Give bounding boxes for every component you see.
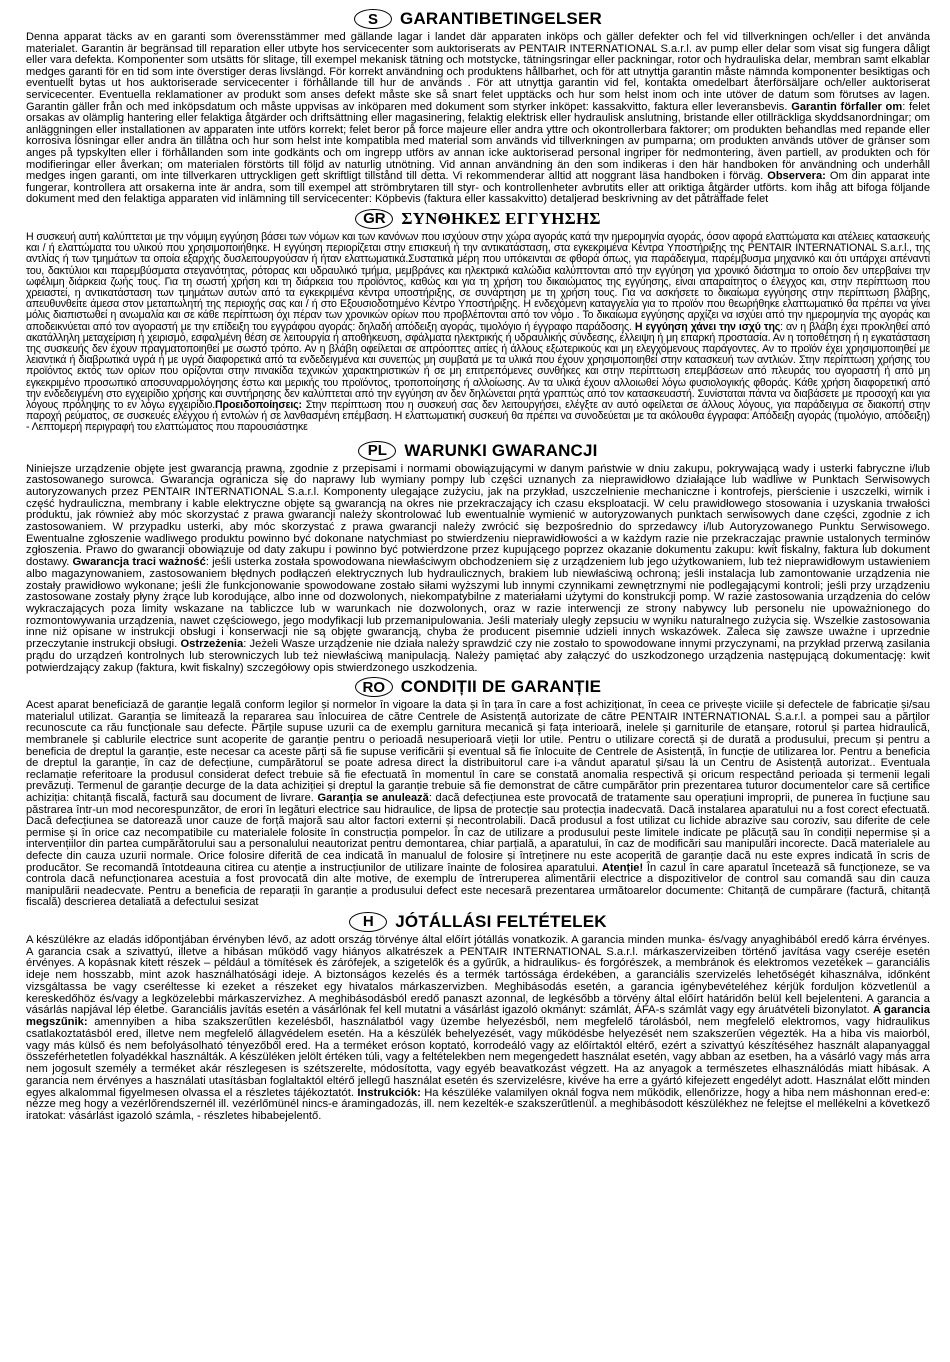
section-polish <box>26 440 930 675</box>
body-bold: Atenție! <box>601 861 644 874</box>
body-bold: Instrukciók: <box>357 1086 421 1099</box>
body-text: : jeśli usterka została spowodowana niewłaściwym obchodzeniem się z urządzeniem lub jego użytkowaniem, lub też nieprawidłowym ustawieniem albo magazynowaniem, zastosowaniem błędnych podłączeń elektrycznych lub hydraulicznych, brakiem lub niewłaściwą ochroną; jeśli instalacja lub zamontowanie urządzenia nie zostały prawidłowo wykonane; jeśli źle funkcjonowanie spowodowane zostało siłami wyższymi lub innymi czynnikami zewnętrznymi nie podlegającymi kontroli; jeśli przy urządzeniu zastosowane zostały płyny żrące lub korodujące, albo inne od dozwolonych, niekompatybilne z materiałami użytymi do konstrukcji pomp. W razie zastosowania urządzenia do celów wykraczających poza limity wskazane na tabliczce lub w warunkach nie dozwolonych, oraz w razie interwencji ze strony nabywcy lub personelu nie upoważnionego do rozmontowywania urządzenia, nawet częściowego, jego modyfikacji lub przemanipulowania. Jeśli materiały uległy zepsuciu w wyniku naturalnego zużycia się. Wszelkie zastosowania inne niż opisane w instrukcji obsługi i konserwacji nie są objęte gwarancją, chyba że producent pisemnie udzieli innych wskazówek. Zaleca się zawsze uważne i uprzednie przeczytanie instrukcji obsługi. <box>26 556 931 651</box>
body-text: Ha készüléke valamilyen oknál fogva nem működik, ellenőrizze, hogy a hiba nem máshonnan ered-e: nézze meg hogy a vezérlőrendszernél ill. vezérlőmünél nincs-e áramingadozás, ill. nem kezelték-e szakszerűtlenül. a meghibásodott készülékhez ne felejtse el mellékelni a következő iratokat: vásárlást igazoló számla, - részletes hibabejelentő. <box>26 1086 931 1123</box>
section-body <box>26 935 930 1123</box>
section-title: GARANTIBETINGELSER <box>400 9 602 28</box>
section-hungarian <box>26 911 930 1123</box>
section-title: JÓTÁLLÁSI FELTÉTELEK <box>395 911 607 931</box>
section-header <box>26 8 930 30</box>
section-header <box>26 208 930 230</box>
body-bold: Ostrzeżenia <box>180 638 244 651</box>
body-text: Η συσκευή αυτή καλύπτεται με την νόμιμη εγγύηση βάσει των νόμων και των κανόνων που ισχύουν στην χώρα αγοράς κατά την ημερομηνία αγοράς, όσον αφορά ελαττώματα και ατέλειες κατασκευής και / ή ελαττώματα του υλικού που χρησιμοποιήθηκε. Η εγγύηση περιορίζεται στην επισκευή ή την αντικατάσταση, στα εγκεκριμένα Κέντρα Υποστήριξης της PENTAIR INTERNATIONAL S.a.r.l., της αντλίας ή των τμημάτων τα οποία εξαρχής δυσλειτουργούσαν ή ήταν ελαττωματικά.Συστατικά μέρη που υπόκεινται σε φθορά όπως, για παράδειγμα, παρέμβυσμα μηχανικό και ότι υπάρχει απέναντί του, δακτύλιοι και παρεμβύσματα στεγανότητας, ρότορας και υδραυλικό τμήμα, μεμβράνες και ηλεκτρικά καλώδια καλύπτονται από την εγγύηση για χρονικό διάστημα το οποίο δεν υπερβαίνει την ωφέλιμη διάρκεια ζωής τους. Για τη σωστή χρήση και τη διάρκεια του προϊόντος, καθώς και για τη χρήση του δικαιώματος της εγγύησης, είναι απαραίτητος ο έλεγχος και, στην περίπτωση που χρειαστεί, η αντικατάσταση των τμημάτων αυτών από τα εγκεκριμένα κέντρα υποστήριξης, σε συνάρτηση με τη χρήση τους. Για να ασκήσετε το δικαίωμα εγγύησης στην περίπτωση βλάβης, απευθυνθείτε άμεσα στον μεταπωλητή της περιοχής σας και / ή στο Εξουσιοδοτημένο Κέντρο Υποστήριξης. Η ενδεχόμενη καταγγελία για το προϊόν που θεωρήθηκε ελαττωματικό θα πρέπει να γίνει μόλις διαπιστωθεί η ανωμαλία και σε κάθε περίπτωση όχι πέραν των χρονικών ορίων που προβλέπονται από τον νόμο . Το δικαίωμα εγγύησης αρχίζει να ισχύει από την ημερομηνία της αγοράς και αποδεικνύεται από τον αγοραστή με την επίδειξη του εγγράφου αγοράς: δηλαδή απόδειξη αγοράς, τιμολόγιο ή έγγραφο παράδοσης. <box>26 230 930 333</box>
section-body <box>26 464 930 675</box>
body-bold: Η εγγύηση χάνει την ισχύ της <box>634 320 781 333</box>
body-text: În cazul în care aparatul încetează să funcționeze, se va controla dacă nefuncționarea acestuia a fost provocată din alte motive, de exemplu de întreruperea alimentării electrice a dispozitivelor de control sau comandă sau din cauza manipulării neadecvate. Pentru a beneficia de reparații în garanție a produsului defect este necesară prezentarea următoarelor documente: Chitanță de cumpărare (factură, chitanță fiscală) descrierea detaliată a defectului sesizat <box>26 861 930 909</box>
body-text: Στην περίπτωση που η συσκευή σας δεν λειτουργήσει, ελέγξτε αν αυτό οφείλεται σε άλλους λόγους, για παράδειγμα σε διακοπή στην παροχή ρεύματος, σε συσκευές ελέγχου ή εντολών ή σε λανθασμένη επέμβαση. Η ελαττωματική συσκευή θα πρέπει να συνοδεύεται με τα ακόλουθα έγγραφα: Απόδειξη αγοράς (τιμολόγιο, απόδειξη) - Λεπτομερή περιγραφή του ελαττώματος που παρουσιάστηκε <box>26 398 930 434</box>
body-bold: Garanția se anulează <box>317 791 429 804</box>
body-bold: Observera: <box>767 170 826 183</box>
body-bold: Garantin förfaller om <box>791 100 903 113</box>
section-header <box>26 440 930 462</box>
body-bold: A garancia megszűnik: <box>26 1004 930 1029</box>
section-body <box>26 700 930 909</box>
body-text: Acest aparat beneficiază de garanție legală conform legilor și normelor în vigoare la data și în țara în care a fost achiziționat, în ceea ce privește viciile și defectele de fabricație și/sau materialul utilizat. Garanția se limitează la repararea sau înlocuirea de către Centrele de Asistență autorizate de către PENTAIR INTERNATIONAL S.a.r.l. a pompei sau a părților recunoscute ca rău funcționale sau defecte. Părțile supuse uzurii ca de exemplu garnitura mecanică și fața interioară, inelele și garniturile de etanșare, rotorul și partea hidraulică, membranele și cablurile electrice sunt acoperite de garanție pentru o perioadă nesuperioară vieții lor utile. Pentru o utilizare corectă și de durată a produsului, precum și pentru a beneficia de dreptul la garanție, este necesar ca aceste părți să fie supuse verificării și eventual să fie înlocuite de Centrele de Asistență, în funcție de utilizarea lor. Pentru a beneficia de dreptul la garanție, în caz de defecțiune, cumpărătorul se poate adresa direct la distribuitorul care i-a vândut aparatul și/sau la un Centru de Asistență autorizat.. Eventuala reclamație referitoare la produsul considerat defect trebuie să fie efectuată în momentul în care se constată anomalia respectivă și oricum respectând perioada și termenii legali prevăzuți. Termenul de garanție decurge de la data achiziției și dreptul la garanție trebuie să fie demonstrat de către cumpărător prin prezentarea tuturor documentelor care să certifice achiziția: chitanță fiscală, factură sau document de livrare. <box>26 699 930 804</box>
body-text: : dacă defecțiunea este provocată de tratamente sau operațiuni improprii, de punerea în fucțiune sau păstrarea într-un mod necorespunzător, de erori în legături electrice sau hidraulice, de lipsa de protecție sau protecția inadecvată. Dacă instalarea aparatului nu a fost corect efectuată. Dacă defecțiunea se datorează unor cauze de forță majoră sau altor factori externi și necontrolabili. Dacă produsul a fost utilizat cu lichide abrazive sau coroziv, sau diferite de cele permise și în orice caz necompatibile cu materialele folosite în construcția pompelor. În caz de utilizare a produsului peste limitele indicate pe plăcuță sau în condiții nepermise și a intervențiilor din partea cumpărătorului sau a personalului neautorizat pentru demontarea, chiar parțială, a aparatului, în caz de modificări sau manipulări incorecte. Dacă materialele au defecte din cauza uzurii normale. Orice folosire diferită de cea indicată în manualul de folosire și întreținere nu este acoperită de garanție dacă nu este expres indicată în scris de producător. Se recomandă întotdeauna citirea cu atenție a instrucțiunilor de utilizare înainte de folosirea aparatului. <box>26 791 930 874</box>
section-title: ΣΥΝΘΗΚΕΣ ΕΓΓΥΗΣΗΣ <box>401 208 601 228</box>
section-title: WARUNKI GWARANCJI <box>404 440 598 460</box>
body-text: : felet orsakas av olämplig hantering eller felaktiga åtgärder och driftsättning eller magasinering, felaktig elektrisk eller hydraulisk anslutning, bristande eller otillräckliga skyddsanordningar; om anläggningen eller installationen av apparaten inte utförs korrekt; felet beror på force majeure eller andra yttre och okontrollerbara faktorer; om produkten behandlas med repande eller korrosiva lösningar eller andra än tillåtna och hur som helst inte kompatibla med material som används vid tillverkningen av pumparna; om produkten används utöver de gränser som anges på typskylten eller i förhållanden som inte godkänts och om ingrepp utförs av annan icke auktoriserad personal ingriper för nedmontering, även partiell, av produkten och för modifieringar eller åverkan; om materialen förstörts till följd av naturlig utnötning. Vid annan användning än den som indikeras i den här handboken för användning och underhåll medges ingen garanti, om inte tillverkaren uttryckligen gett skriftligt tillstånd till detta. Vi rekommenderar alltid att noggrant läsa handboken i förväg. <box>26 100 930 183</box>
section-title: CONDIȚII DE GARANȚIE <box>400 677 602 697</box>
language-badge: RO <box>355 677 393 697</box>
body-bold: Προειδοποίησεις: <box>215 398 302 411</box>
body-text: Denna apparat täcks av en garanti som överensstämmer med gällande lagar i landet där apparaten inköps och gäller defekter och fel vid tillverkningen och/eller i det använda materialet. Garantin är begränsad till reparation eller utbyte hos servicecenter som auktoriserats av PENTAIR INTERNATIONAL S.a.r.l. av pump eller delar som visat sig fungera dåligt eller vara defekta. Komponenter som utsätts för slitage, till exempel mekanisk tätning och motstycke, tätningsringar eller packningar, rotor och hydrauliska delar, membran samt elkablar medges garanti för en tid som inte överstiger deras livslängd. För korrekt användning och produktens hållbarhet, och för att utnyttja garantin måste nämnda komponenter besiktigas och eventuellt bytas ut hos auktoriserade servicecenter i förhållande till hur de används . För att utnyttja garantin vid fel, kontakta omedelbart återförsäljare och/eller auktoriserat servicecenter. Eventuella reklamationer av produkt som anses defekt måste ske så snart felet upptäcks och hur som helst inom och inte utöver de datum som förutses av lagen. Garantin gäller från och med inköpsdatum och måste uppvisas av inköparen med dokument som styrker inköpet: kassakvitto, faktura eller leveransbevis. <box>26 31 930 113</box>
body-text: amennyiben a hiba szakszerűtlen kezelésből, használatból vagy üzembe helyezésből, nem megfelelő tárolásból, nem megfelelő elektromos, vagy hidraulikus csatlakoztatásból ered, illetve nem megfelelő állagvédelem esetén. Ha a készülék behelyezését, vagy működésbe helyezését nem szakszerűen végezték. Ha a hiba vis maiorból, vagy más külső és nem befolyásolható tényezőből ered. Ha a terméket eróson koptató, korrodeáló vagy az előírtaktól eltérő, ezért a szivattyú készítéséhez használt alapanyaggal összeférhetetlen folyadékkal használták. A készüléken jelölt értéken túli, vagy a feltételekben nem megengedett használat esetén, vagy abban az esetben, ha a vásárló vagy más arra nem jogosult személy a terméket akár részlegesen is szétszerelte, módosította, vagy egyéb beavatkozást végzett. Ha az anyagok a természetes elhasználódás miatt hibásak. A garancia nem érvényes a használati utasításban foglaltaktól eltérő jellegű használat esetén és szervizelésre, kivéve ha erre a gyártó kifejezett engedélyt adott. Használat előtt minden egyes alkalommal figyelmesen olvassa el a részletes tájékoztatót. <box>26 1016 930 1099</box>
body-text: : αν η βλάβη έχει προκληθεί από ακατάλληλη μεταχείριση ή χειρισμό, εσφαλμένη θέση σε λειτουργία ή αποθήκευση, σφάλματα ηλεκτρικής ή υδραυλικής σύνδεσης, έλλειψη ή μη επαρκή προστασία. Αν η τοποθέτηση ή η εγκατάσταση της συσκευής δεν έχουν πραγματοποιηθεί με σωστό τρόπο. Αν η βλάβη οφείλεται σε απρόοπτες αιτίες ή άλλους εξωτερικούς και μη ελεγχόμενους παράγοντες. Αν το προϊόν έχει χρησιμοποιηθεί με λειαντικά ή διαβρωτικά υγρά ή με υγρά διαφορετικά από τα ενδεδειγμένα και συνεπώς μη συμβατά με τα υλικά που έχουν χρησιμοποιηθεί στην κατασκευή των αντλιών. Στην περίπτωση χρήσης του προϊόντος εκτός των ορίων που ορίζονται στην πινακίδα τεχνικών χαρακτηριστικών ή σε μη επιτρεπόμενες συνθήκες και στην περίπτωση επεμβάσεων από πλευράς του αγοραστή ή από μη εγκεκριμένο προσωπικό αποσυναρμολόγησης έστω και μερικής του προϊόντος, τροποποίησης ή αλλοίωσης. Αν τα υλικά έχουν αλλοιωθεί λόγω φυσιολογικής φθοράς. Κάθε χρήση διαφορετική από την ενδεδειγμένη στο εγχειρίδιο χρήσης και συντήρησης δεν καλύπτεται από την εγγύηση αν δεν δηλώνεται ρητά γραπτώς από τον κατασκευαστή. Συνίσταται πάντα να διαβάσετε με προσοχή και για λόγους πρόληψης το εν λόγω εγχειρίδιο. <box>26 320 930 411</box>
body-bold: Gwarancja traci ważność <box>72 556 206 569</box>
section-header <box>26 911 930 933</box>
language-badge: S <box>354 9 392 29</box>
section-header <box>26 676 930 698</box>
language-badge: PL <box>358 441 396 461</box>
section-body <box>26 32 930 206</box>
language-badge: H <box>349 912 387 932</box>
body-text: Om din apparat inte fungerar, kontrollera att orsakerna inte är andra, som till exempel att strömbrytaren till styr- och kontrollenheter avbrutits eller att oriktiga åtgärder utförts. kom ihåg att bifoga följande dokument med den felaktiga apparaten vid inlämning till servicecenter: Köpbevis (faktura eller kassakvitto) detaljerad beskrivning av det påträffade felet <box>26 170 931 206</box>
body-text: A készülékre az eladás időpontjában érvényben lévő, az adott ország törvénye által előírt jótállás vonatkozik. A garancia minden munka- és/vagy anyaghibából eredő kárra érvényes. A garancia csak a szivattyú, illetve a hibásan működő vagy hiányos alkatrészek a PENTAIR INTERNATIONAL S.a.r.l. márkaszervizeiben történő javítása vagy cseréje esetén érvényes. A kopásnak kitett részek – például a tömítések és zárófejek, a szigetelők és a gyűrűk, a hidraulikus- és forgórészek, a membránok és elektromos vezetékek – garanciális ideje nem hosszabb, mint azok használhatósági ideje. A biztonságos kezelés és a termék tartóssága érdekében, a garanciális szervizelés lehetőségét kihasználva, időnként vizsgáltassa be vagy cseréltesse ki ezeket a részeket egy hivatalos márkaszervizben. Meghibásodás esetén, a garancia igénybevételéhez kérjük forduljon közvetlenül a kereskedőhöz és/vagy a legközelebbi márkaszervizhez. A meghibásodásból eredő panaszt azonnal, de legkésőbb a törvény által előírt határidőn belül kell bejelenteni. A garancia a vásárlás napjával lép életbe. Garanciális javítás esetén a vásárlónak fel kell mutatni a vásárlást igazoló okmányt: számlát, ÁFA-s számlát vagy egy áruátvételi bizonylatot. <box>26 933 930 1017</box>
section-greek <box>26 208 930 434</box>
language-badge: GR <box>355 209 393 229</box>
body-text: : Jeżeli Wasze urządzenie nie działa należy sprawdzić czy nie zostało to spowodowane innymi przyczynami, na przykład przerwą zasilania prądu do urządzeń kontrolnych lub sterowniczych lub też niewłaściwą manipulacją. Należy pamiętać aby załączyć do uszkodzonego urządzenia następującą dokumentację: kwit potwierdzający zakup (faktura, kwit fiskalny) szczegółowy opis stwierdzonego uszkodzenia. <box>26 638 930 674</box>
section-swedish <box>26 8 930 206</box>
section-body <box>26 232 930 434</box>
section-romanian <box>26 676 930 909</box>
body-text: Niniejsze urządzenie objęte jest gwarancją prawną, zgodnie z przepisami i normami obowiązującymi w danym państwie w dniu zakupu, pokrywającą wady i usterki fabryczne i/lub zastosowanego surowca. Gwarancja ogranicza się do naprawy lub wymiany pompy lub części uznanych za nieprawidłowo działające lub wadliwe w Punktach Serwisowych autoryzowanych przez PENTAIR INTERNATIONAL S.a.r.l. Komponenty ulegające zużyciu, jak na przykład, uszczelnienie mechaniczne i kontrofejs, pierścienie i uszczelki, wirnik i część hydrauliczna, membrany i kable elektryczne objęte są gwarancją na okres nie przekraczający ich czasu eksploatacji. W celu prawidłowego stosowania i uzyskania trwałości produktu, jak również aby móc skorzystać z prawa gwarancji należy skontrolować lub ewentualnie wymienić w autoryzowanych punktach serwisowych dane części, zgodnie z ich zastosowaniem. W przypadku usterki, aby móc skorzystać z prawa gwarancji należy zwrócić się bezpośrednio do sprzedawcy i/lub Autoryzowanego Punktu Serwisowego. Ewentualne zgłoszenie wadliwego produktu powinno być dokonane natychmiast po stwierdzeniu nieprawidłowości a w każdym razie nie przekraczając prawnie ustalonych terminów zgłoszenia. Prawo do gwarancji obowiązuje od daty zakupu i powinno być potwierdzone przez kupującego poprzez okazanie dokumentu zakupu: kwit fiskalny, faktura lub dokument dostawy. <box>26 462 930 569</box>
